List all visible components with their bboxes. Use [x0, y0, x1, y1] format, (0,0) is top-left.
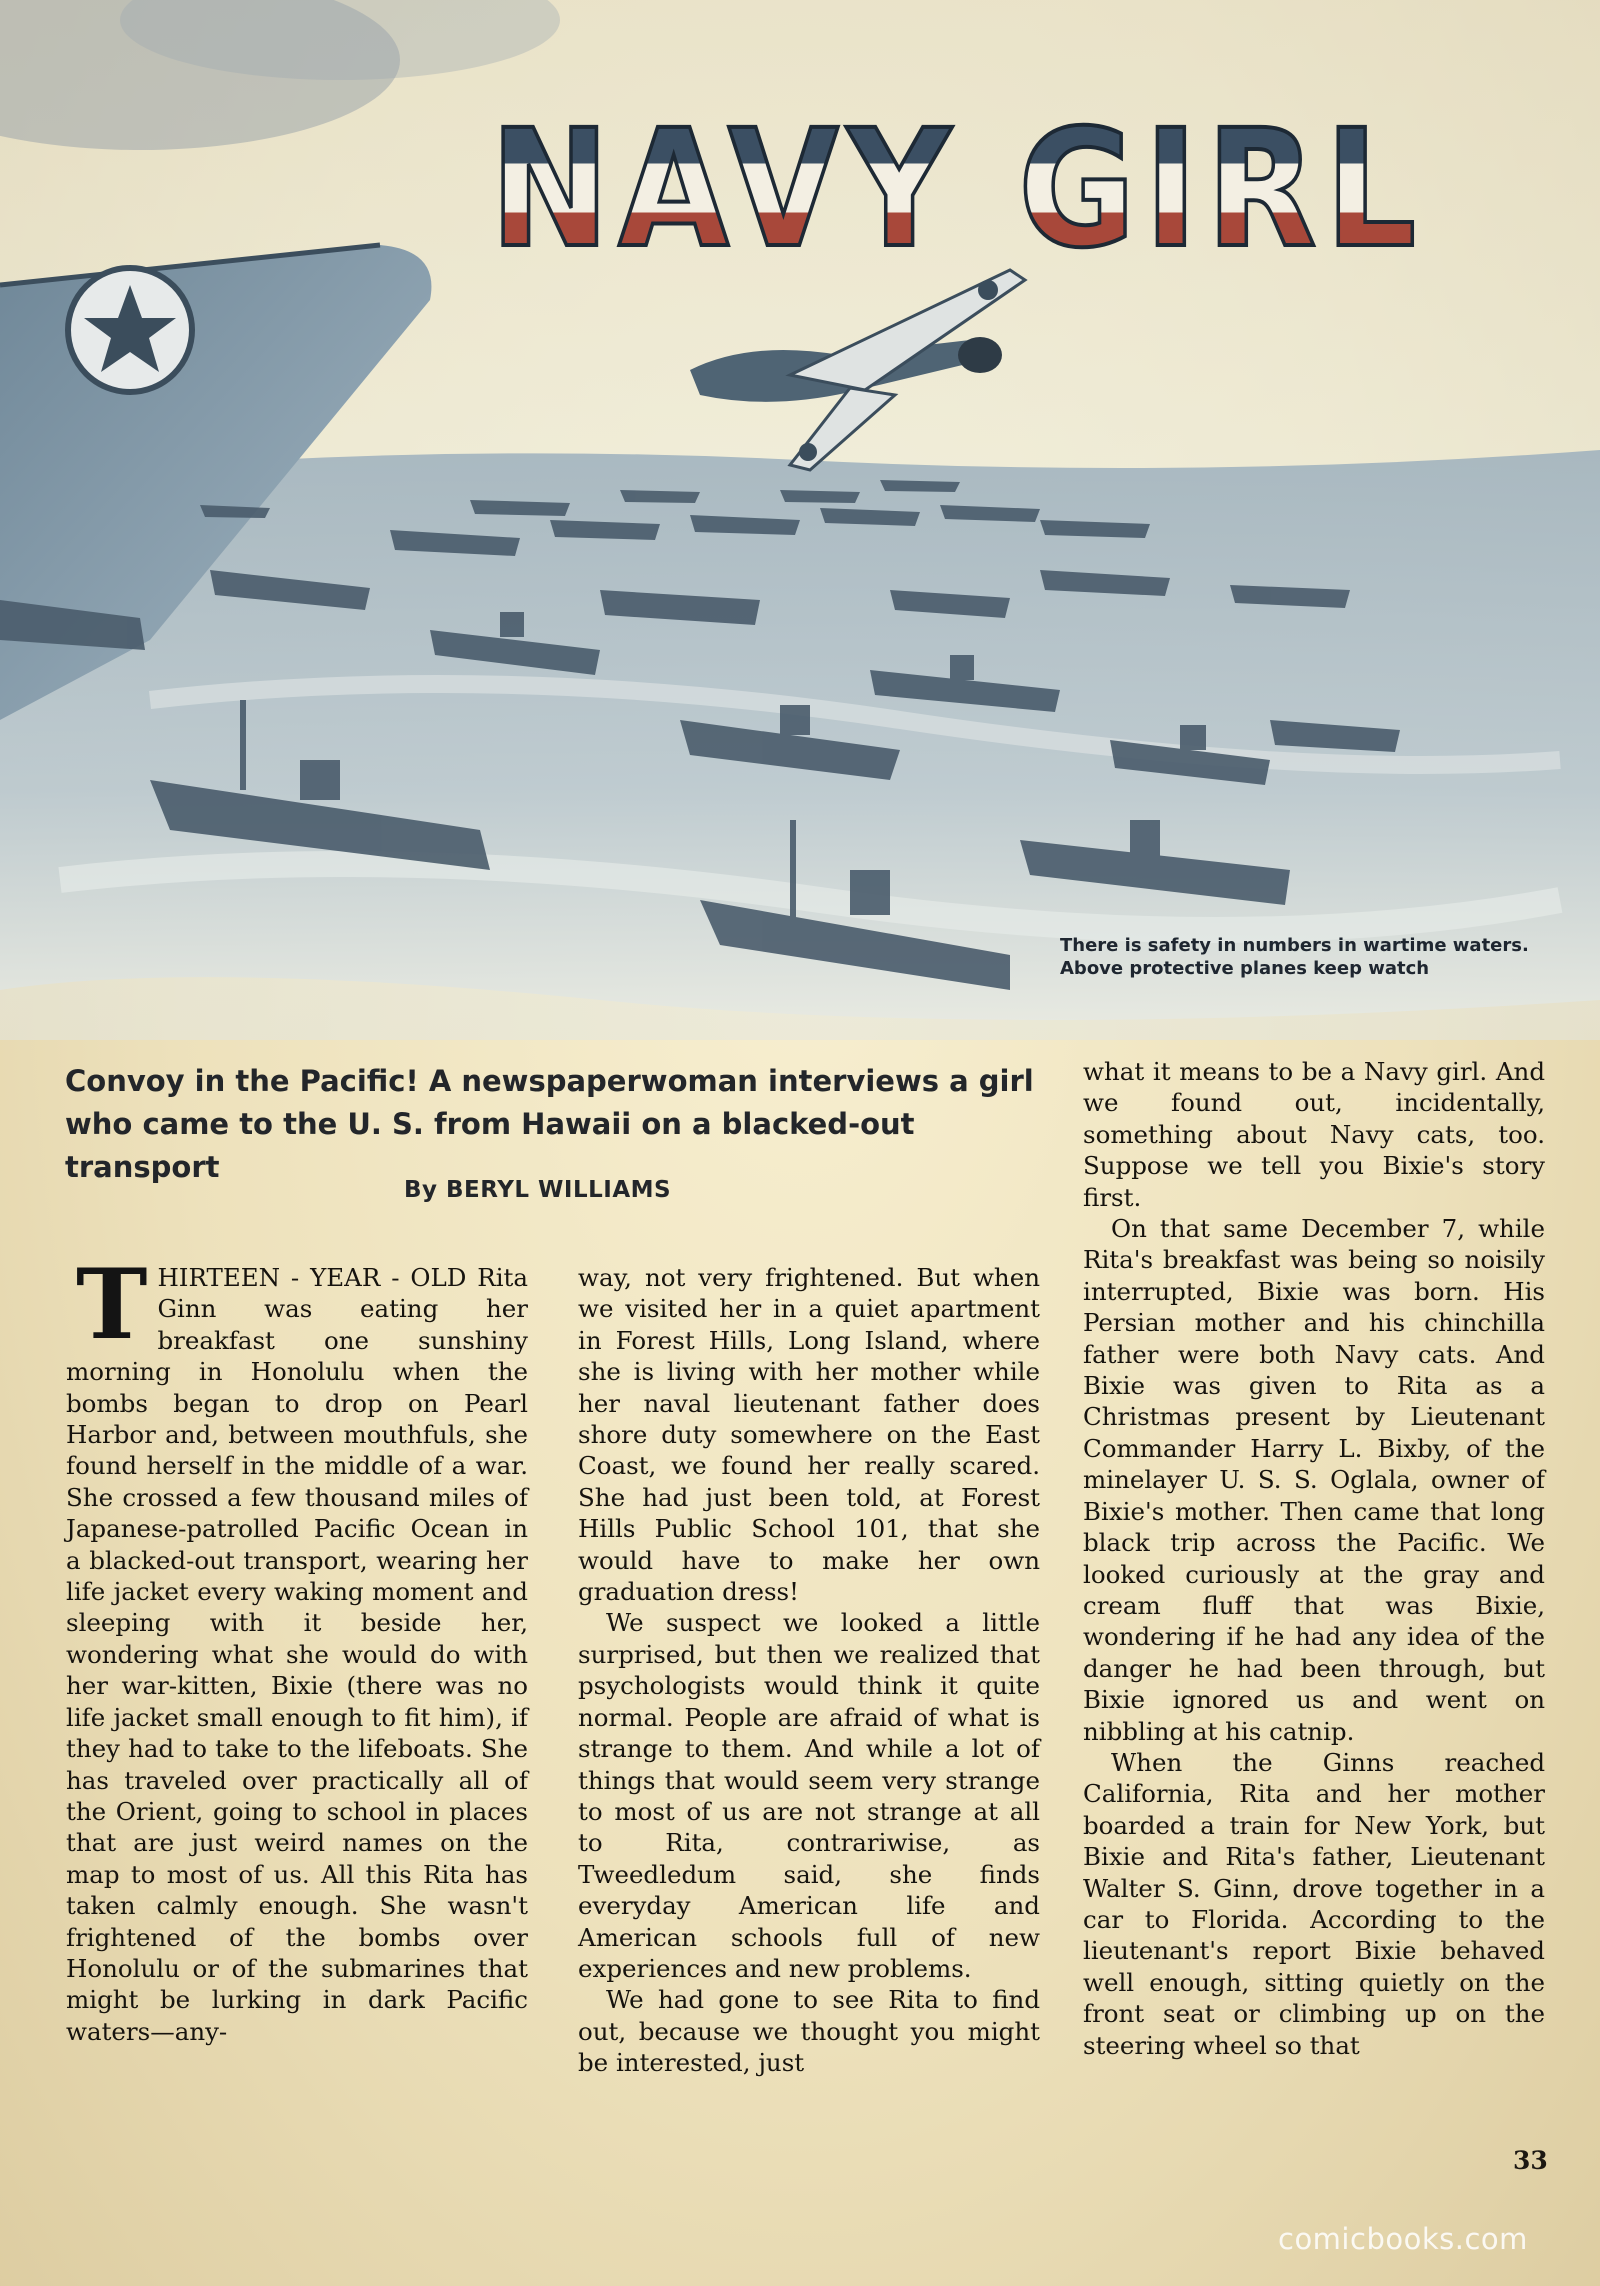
paragraph-text: HIRTEEN - YEAR - OLD Rita Ginn was eating her breakfast one sunshiny morning in Honolulu when the bombs began to drop on Pearl Harbor and, between mouthfuls, she found herself in the middle of a war. She crossed a few thousand miles of Japanese-patrolled Pacific Ocean in a blacked-out transport, wearing her life jacket every waking moment and sleeping with it beside her, wondering what she would do with her war-kitten, Bixie (there was no life jacket small enough to fit him), if they had to take to the lifeboats. She has traveled over practically all of the Orient, going to school in places that are just weird names on the map to most of us. All this Rita has taken calmly enough. She wasn't frightened of the bombs over Honolulu or of the submarines that might be lurking in dark Pacific waters—any-	[66, 1263, 528, 2046]
column-2	[578, 1262, 1040, 2079]
paragraph: what it means to be a Navy girl. And we found out, incidentally, something about Navy cats, too. Suppose we tell you Bixie's story first.	[1083, 1057, 1545, 1212]
paragraph: On that same December 7, while Rita's breakfast was being so noisily interrupted, Bixie was born. His Persian mother and his chinchilla father were both Navy cats. And Bixie was given to Rita as a Christmas present by Lieutenant Commander Harry L. Bixby, of the minelayer U. S. S. Oglala, owner of Bixie's mother. Then came that long black trip across the Pacific. We looked curiously at the gray and cream fluff that was Bixie, wondering if he had any idea of the danger he had been through, but Bixie ignored us and went on nibbling at his catnip.	[1083, 1214, 1545, 1746]
page-number: 33	[1513, 2146, 1548, 2175]
byline: By BERYL WILLIAMS	[404, 1177, 672, 1203]
image-caption: There is safety in numbers in wartime waters. Above protective planes keep watch	[1060, 935, 1529, 979]
paragraph: We suspect we looked a little surprised, but then we realized that psychologists would think it quite normal. People are afraid of what is strange to them. And while a lot of things that would seem very strange to most of us are not strange at all to Rita, contrariwise, as Tweedledum said, she finds everyday American life and American schools full of new experiences and new problems.	[578, 1608, 1040, 1983]
article-deck: Convoy in the Pacific! A newspaperwoman interviews a girl who came to the U. S. from Hawaii on a blacked-out transport	[65, 1064, 1034, 1184]
column-3	[1083, 1056, 1545, 2061]
title-graphic	[490, 95, 1430, 284]
article-title: NAVY GIRL	[490, 96, 1425, 284]
watermark: comicbooks.com	[1278, 2222, 1528, 2256]
drop-cap: T	[76, 1248, 148, 1361]
paragraph: way, not very frightened. But when we visited her in a quiet apartment in Forest Hills, Long Island, where she is living with her mother while her naval lieutenant father does shore duty somewhere on the East Coast, we found her really scared. She had just been told, at Forest Hills Public School 101, that she would have to make her own graduation dress!	[578, 1263, 1040, 1607]
paragraph: When the Ginns reached California, Rita and her mother boarded a train for New York, but Bixie and Rita's father, Lieutenant Walter S. Ginn, drove together in a car to Florida. According to the lieutenant's report Bixie behaved well enough, sitting quietly on the front seat or climbing up on the steering wheel so that	[1083, 1747, 1545, 2060]
column-1	[66, 1248, 528, 2047]
paragraph: We had gone to see Rita to find out, because we thought you might be interested, just	[578, 1985, 1040, 2078]
paragraph	[66, 1248, 528, 2047]
